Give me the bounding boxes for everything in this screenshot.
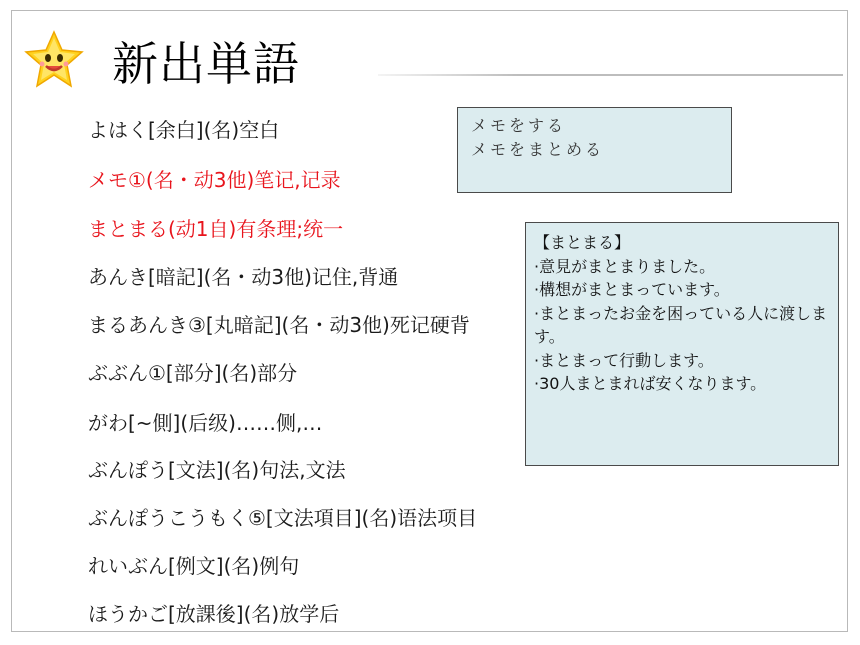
vocab-item: あんき[暗記](名・动3他)记住,背通 [88, 265, 399, 289]
note-example-line: ·構想がまとまっています。 [534, 280, 730, 299]
vocab-item: がわ[~側](后级)……侧,… [88, 411, 323, 435]
vocab-item: れいぶん[例文](名)例句 [88, 554, 300, 578]
vocab-item: よはく[余白](名)空白 [88, 118, 280, 142]
memo-example-line: メモをする [471, 116, 567, 135]
note-example-line: ·30人まとまれば安くなります。 [534, 374, 767, 393]
vocab-item: メモ①(名・动3他)笔记,记录 [88, 168, 341, 192]
note-example-line: ·意見がまとまりました。 [534, 256, 716, 276]
vocab-item: ぶぶん①[部分](名)部分 [88, 361, 298, 385]
vocab-item: ぶんぽうこうもく⑤[文法項目](名)语法项目 [88, 506, 478, 530]
note-example-line: ·まとまって行動します。 [534, 350, 714, 370]
vocab-item: ほうかご[放課後](名)放学后 [88, 602, 340, 626]
memo-example-box [457, 107, 732, 193]
title-divider [378, 74, 843, 76]
memo-example-line: メモをまとめる [471, 140, 605, 159]
vocab-item: ぶんぽう[文法](名)句法,文法 [88, 458, 346, 482]
vocab-item: まるあんき③[丸暗記](名・动3他)死记硬背 [88, 313, 470, 337]
star-mascot-icon [24, 30, 84, 90]
matomaru-example-box [525, 222, 839, 466]
note-example-line: ·まとまったお金を困っている人に渡します。 [534, 303, 828, 346]
note-heading: 【まとまる】 [534, 233, 631, 252]
page-title: 新出単語 [112, 37, 300, 91]
vocab-item: まとまる(动1自)有条理;统一 [88, 217, 344, 241]
